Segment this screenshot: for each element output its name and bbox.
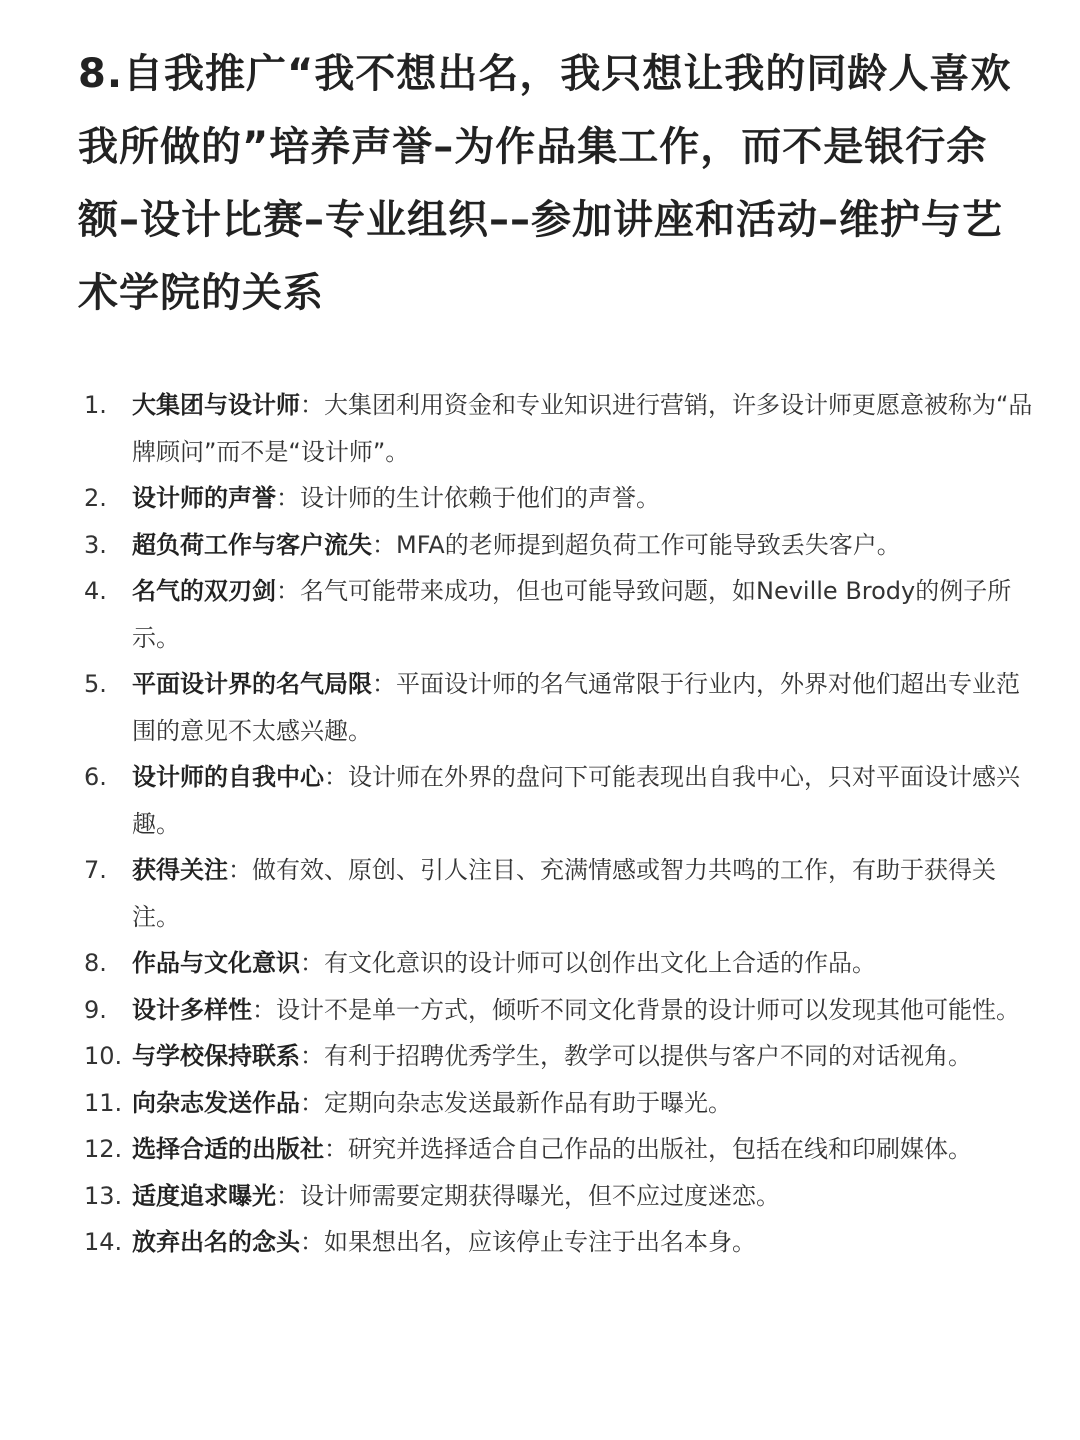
item-term: 适度追求曝光 [132, 1181, 276, 1210]
item-term: 大集团与设计师 [132, 391, 300, 419]
item-term: 设计师的声誉 [132, 484, 276, 512]
item-separator: ： [300, 1088, 324, 1117]
list-item [84, 475, 1034, 522]
list-item [84, 522, 1034, 569]
list-item [84, 987, 1034, 1034]
item-description: 设计师的生计依赖于他们的声誉。 [300, 484, 660, 512]
item-term: 放弃出名的念头 [132, 1228, 300, 1256]
list-item [84, 661, 1034, 754]
item-separator: ： [324, 763, 348, 791]
item-number: 1. [84, 391, 107, 419]
item-separator: ： [372, 670, 396, 698]
item-separator: ： [276, 577, 300, 605]
item-description: 平面设计师的名气通常限于行业内，外界对他们超出专业范围的意见不太感兴趣。 [132, 670, 1020, 745]
item-separator: ： [300, 1228, 324, 1256]
item-description: 研究并选择适合自己作品的出版社，包括在线和印刷媒体。 [348, 1135, 972, 1163]
item-term: 与学校保持联系 [132, 1042, 300, 1070]
list-item [84, 940, 1034, 987]
item-number: 14. [84, 1228, 123, 1256]
item-number: 7. [84, 856, 107, 884]
list-item [84, 1126, 1034, 1173]
item-term: 名气的双刃剑 [132, 577, 276, 605]
item-description: MFA的老师提到超负荷工作可能导致丢失客户。 [396, 530, 901, 559]
item-description: 如果想出名，应该停止专注于出名本身。 [324, 1228, 756, 1256]
item-description: 做有效、原创、引人注目、充满情感或智力共鸣的工作，有助于获得关注。 [132, 856, 996, 931]
item-separator: ： [372, 530, 396, 559]
item-term: 获得关注 [132, 856, 228, 884]
item-separator: ： [252, 995, 276, 1024]
list-item [84, 1033, 1034, 1080]
item-term: 向杂志发送作品 [132, 1088, 300, 1117]
item-term: 超负荷工作与客户流失 [132, 530, 372, 559]
item-description: 设计师需要定期获得曝光，但不应过度迷恋。 [300, 1181, 780, 1210]
item-description: 定期向杂志发送最新作品有助于曝光。 [324, 1088, 732, 1117]
item-description: 有文化意识的设计师可以创作出文化上合适的作品。 [324, 949, 876, 977]
item-separator: ： [276, 1181, 300, 1210]
item-description: 有利于招聘优秀学生，教学可以提供与客户不同的对话视角。 [324, 1042, 972, 1070]
item-number: 2. [84, 484, 107, 512]
item-description: 设计不是单一方式，倾听不同文化背景的设计师可以发现其他可能性。 [276, 995, 1020, 1024]
item-term: 设计多样性 [132, 995, 252, 1024]
list-item [84, 1173, 1034, 1220]
item-term: 设计师的自我中心 [132, 763, 324, 791]
item-separator: ： [276, 484, 300, 512]
item-description: 名气可能带来成功，但也可能导致问题，如Neville Brody的例子所示。 [132, 577, 1012, 652]
item-description: 设计师在外界的盘问下可能表现出自我中心，只对平面设计感兴趣。 [132, 763, 1020, 838]
item-number: 3. [84, 530, 107, 559]
item-description: 大集团利用资金和专业知识进行营销，许多设计师更愿意被称为“品牌顾问”而不是“设计师”。 [132, 391, 1033, 466]
item-number: 5. [84, 670, 107, 698]
list-item [84, 847, 1034, 940]
item-term: 平面设计界的名气局限 [132, 670, 372, 698]
item-number: 9. [84, 995, 107, 1024]
item-number: 8. [84, 949, 107, 977]
item-separator: ： [300, 949, 324, 977]
item-separator: ： [324, 1135, 348, 1163]
item-number: 6. [84, 763, 107, 791]
item-number: 13. [84, 1181, 123, 1210]
item-separator: ： [300, 391, 324, 419]
list-item [84, 1080, 1034, 1127]
item-number: 11. [84, 1088, 123, 1117]
item-number: 12. [84, 1135, 123, 1163]
item-separator: ： [228, 856, 252, 884]
list-item [84, 754, 1034, 847]
item-number: 10. [84, 1042, 123, 1070]
list-item [84, 568, 1034, 661]
item-term: 选择合适的出版社 [132, 1135, 324, 1163]
item-separator: ： [300, 1042, 324, 1070]
item-number: 4. [84, 577, 107, 605]
section-title: 8.自我推广“我不想出名，我只想让我的同龄人喜欢我所做的”培养声誉–为作品集工作，而不是银行余额–设计比赛–专业组织––参加讲座和活动–维护与艺术学院的关系 [78, 51, 1012, 316]
item-term: 作品与文化意识 [132, 949, 300, 977]
point-list [84, 382, 1034, 1266]
list-item [84, 382, 1034, 475]
list-item [84, 1219, 1034, 1266]
